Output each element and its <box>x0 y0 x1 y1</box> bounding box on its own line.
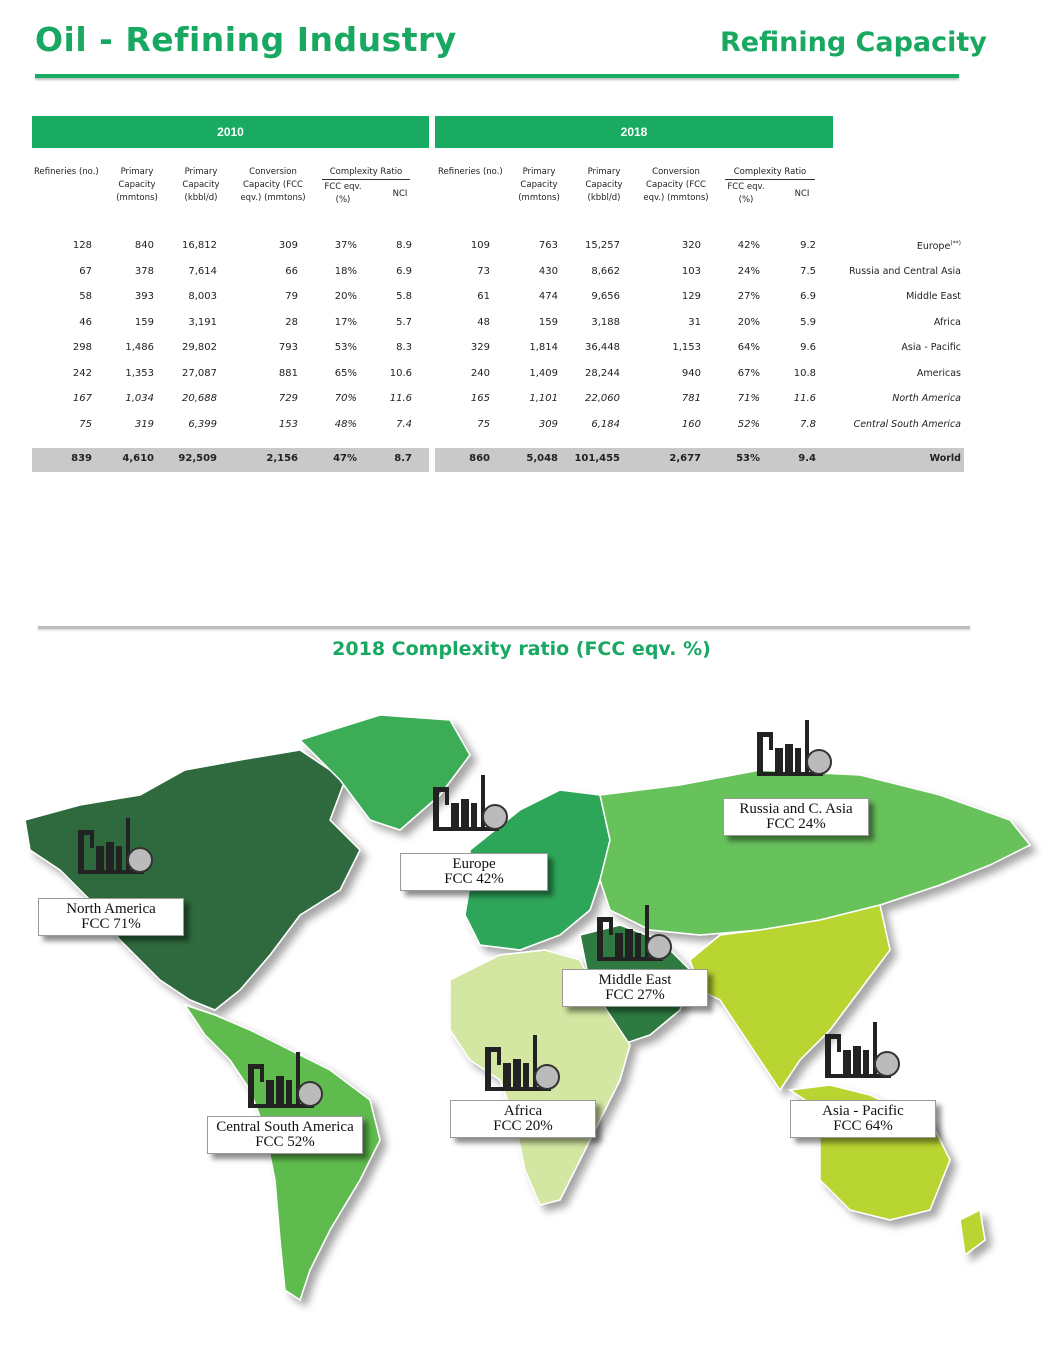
table-cell: 47% <box>333 453 357 464</box>
table-cell: 729 <box>278 393 298 404</box>
table-cell: 2,156 <box>266 453 298 464</box>
label-csa-fcc: FCC 52% <box>255 1134 315 1150</box>
table-cell: 6.9 <box>396 265 412 277</box>
label-africa-fcc: FCC 20% <box>493 1118 553 1134</box>
table-cell: 53% <box>334 342 357 353</box>
label-asia-pacific-fcc: FCC 64% <box>833 1118 893 1134</box>
table-cell: 42% <box>737 240 760 251</box>
table-cell: 167 <box>72 393 92 404</box>
table-cell: 159 <box>134 316 154 328</box>
table-cell: 92,509 <box>178 453 217 464</box>
table-cell: 1,409 <box>529 367 558 379</box>
table-cell: 4,610 <box>122 453 154 464</box>
table-cell: 66 <box>285 265 298 277</box>
row-region-label: World <box>929 453 961 464</box>
table-cell: 8,003 <box>188 291 217 302</box>
table-cell: 67 <box>79 265 92 277</box>
world-map <box>0 700 1043 1340</box>
table-cell: 309 <box>538 418 558 430</box>
table-cell: 65% <box>334 367 357 379</box>
table-cell: 58 <box>79 291 92 302</box>
table-cell: 75 <box>477 418 490 430</box>
table-row <box>32 342 964 364</box>
header-rule <box>35 74 959 78</box>
table-cell: 79 <box>285 291 298 302</box>
table-cell: 9,656 <box>591 291 620 302</box>
table-cell: 393 <box>134 291 154 302</box>
col-header-conversion: Conversion Capacity (FCC eqv.) (mmtons) <box>240 167 306 203</box>
table-cell: 840 <box>134 240 154 251</box>
label-csa-name: Central South America <box>216 1119 354 1135</box>
table-row-world <box>32 448 964 472</box>
table-cell: 1,034 <box>125 393 154 404</box>
col-header-complexity-2018: Complexity Ratio <box>733 167 807 177</box>
table-cell: 64% <box>737 342 760 353</box>
row-region-label <box>906 291 961 302</box>
table-cell: 5.7 <box>396 316 412 328</box>
refining-capacity-table <box>32 116 964 476</box>
col-header-primary-mmtons-2018: Primary Capacity (mmtons) <box>518 167 560 203</box>
region-name: Europe <box>916 241 951 253</box>
label-north-america-fcc: FCC 71% <box>81 916 141 932</box>
region-name: Africa <box>933 316 961 328</box>
table-cell: 27% <box>737 291 760 302</box>
table-cell: 24% <box>737 265 760 277</box>
table-cell: 20% <box>334 291 357 302</box>
page-subtitle: Refining Capacity <box>720 27 987 58</box>
label-north-america <box>38 898 184 936</box>
region-name: North America <box>892 393 961 404</box>
region-footnote-mark: (**) <box>950 240 961 247</box>
table-cell: 18% <box>334 265 357 277</box>
row-region-label <box>917 240 961 252</box>
table-row <box>32 368 964 390</box>
col-header-conversion-2018: Conversion Capacity (FCC eqv.) (mmtons) <box>643 167 709 203</box>
table-cell: 1,814 <box>529 342 558 353</box>
col-header-nci-2018: NCI <box>794 189 810 199</box>
col-header-primary-kbbl: Primary Capacity (kbbl/d) <box>182 167 220 203</box>
world-map-svg <box>0 700 1043 1340</box>
label-africa <box>450 1100 596 1138</box>
table-cell: 15,257 <box>585 240 620 251</box>
table-cell: 22,060 <box>585 393 620 404</box>
table-row <box>32 419 964 441</box>
table-cell: 11.6 <box>389 393 412 404</box>
table-cell: 8.3 <box>396 342 412 353</box>
col-header-fcc-2018: FCC eqv. (%) <box>727 182 765 205</box>
col-header-primary-kbbl-2018: Primary Capacity (kbbl/d) <box>585 167 623 203</box>
row-region-label <box>901 342 961 353</box>
table-cell: 940 <box>681 367 701 379</box>
refinery-icon <box>825 1022 899 1078</box>
table-row <box>32 291 964 313</box>
table-cell: 20,688 <box>182 393 217 404</box>
table-cell: 6.9 <box>800 291 816 302</box>
table-cell: 793 <box>278 342 298 353</box>
row-region-label <box>917 368 961 379</box>
label-north-america-name: North America <box>66 901 156 917</box>
world-row-gap <box>429 448 435 472</box>
table-cell: 378 <box>134 265 154 277</box>
table-cell: 8,662 <box>591 265 620 277</box>
region-new-zealand <box>960 1210 985 1255</box>
table-row <box>32 393 964 415</box>
table-cell: 298 <box>72 342 92 353</box>
year-band-2010: 2010 <box>32 116 429 148</box>
table-cell: 37% <box>334 240 357 251</box>
table-cell: 46 <box>79 316 92 328</box>
table-cell: 9.2 <box>800 240 816 251</box>
table-cell: 3,188 <box>591 316 620 328</box>
table-cell: 67% <box>737 367 760 379</box>
table-cell: 7,614 <box>188 265 217 277</box>
table-cell: 5,048 <box>526 453 558 464</box>
table-cell: 28,244 <box>585 367 620 379</box>
table-cell: 309 <box>278 240 298 251</box>
label-middle-east-name: Middle East <box>598 972 672 988</box>
label-europe-fcc: FCC 42% <box>444 871 504 887</box>
region-russia <box>600 770 1030 935</box>
table-cell: 781 <box>681 393 701 404</box>
year-band-2018: 2018 <box>435 116 833 148</box>
table-cell: 52% <box>737 418 760 430</box>
page-header <box>0 0 1043 90</box>
col-header-primary-mmtons: Primary Capacity (mmtons) <box>116 167 158 203</box>
row-region-label <box>854 419 961 430</box>
table-cell: 763 <box>538 240 558 251</box>
page-title: Oil - Refining Industry <box>35 20 457 59</box>
table-cell: 474 <box>538 291 558 302</box>
complexity-underline-2018 <box>725 179 815 180</box>
table-cell: 319 <box>134 418 154 430</box>
table-cell: 10.8 <box>793 367 816 379</box>
table-cell: 29,802 <box>182 342 217 353</box>
section-rule <box>38 626 970 629</box>
table-cell: 6,399 <box>188 418 217 430</box>
table-cell: 5.9 <box>800 316 816 328</box>
table-cell: 70% <box>334 393 357 404</box>
table-cell: 2,677 <box>669 453 701 464</box>
table-cell: 31 <box>688 316 701 328</box>
table-cell: 48 <box>477 316 490 328</box>
table-cell: 9.4 <box>798 453 816 464</box>
refinery-icon <box>757 720 831 776</box>
table-cell: 839 <box>71 453 92 464</box>
label-asia-pacific <box>790 1100 936 1138</box>
table-cell: 1,353 <box>125 367 154 379</box>
table-cell: 71% <box>737 393 760 404</box>
table-cell: 20% <box>737 316 760 328</box>
col-header-complexity: Complexity Ratio <box>329 167 403 177</box>
region-north-america <box>25 750 360 1010</box>
row-region-label <box>849 266 961 277</box>
table-cell: 11.6 <box>793 393 816 404</box>
table-cell: 10.6 <box>389 367 412 379</box>
label-russia-name: Russia and C. Asia <box>739 801 853 817</box>
table-cell: 1,101 <box>529 393 558 404</box>
region-name: Asia - Pacific <box>901 342 961 353</box>
table-cell: 430 <box>538 265 558 277</box>
table-cell: 153 <box>278 418 298 430</box>
col-header-nci: NCI <box>392 189 408 199</box>
table-cell: 48% <box>334 418 357 430</box>
table-cell: 103 <box>681 265 701 277</box>
table-cell: 53% <box>736 453 760 464</box>
table-cell: 1,153 <box>672 342 701 353</box>
col-header-fcc: FCC eqv. (%) <box>324 182 362 205</box>
table-row <box>32 240 964 262</box>
table-cell: 860 <box>469 453 490 464</box>
table-cell: 27,087 <box>182 367 217 379</box>
table-cell: 128 <box>72 240 92 251</box>
table-cell: 101,455 <box>574 453 620 464</box>
table-cell: 8.9 <box>396 240 412 251</box>
region-name: Russia and Central Asia <box>849 265 961 277</box>
table-cell: 3,191 <box>188 316 217 328</box>
label-middle-east-fcc: FCC 27% <box>605 987 665 1003</box>
table-cell: 329 <box>470 342 490 353</box>
label-russia <box>723 798 869 836</box>
row-region-label <box>934 317 961 328</box>
table-cell: 5.8 <box>396 291 412 302</box>
table-cell: 75 <box>79 418 92 430</box>
table-cell: 165 <box>470 393 490 404</box>
table-cell: 881 <box>278 367 298 379</box>
table-cell: 7.4 <box>396 418 412 430</box>
table-cell: 159 <box>538 316 558 328</box>
label-europe <box>400 853 548 891</box>
table-cell: 160 <box>681 418 701 430</box>
table-cell: 6,184 <box>591 418 620 430</box>
table-cell: 17% <box>334 316 357 328</box>
table-cell: 9.6 <box>800 342 816 353</box>
label-asia-pacific-name: Asia - Pacific <box>822 1103 904 1119</box>
col-header-refineries-2018: Refineries (no.) <box>438 167 503 177</box>
table-cell: 129 <box>681 291 701 302</box>
row-region-label <box>892 393 961 404</box>
complexity-underline <box>322 179 410 180</box>
table-cell: 1,486 <box>125 342 154 353</box>
label-europe-name: Europe <box>452 856 496 872</box>
table-cell: 320 <box>681 240 701 251</box>
region-name: Americas <box>916 367 961 379</box>
table-cell: 242 <box>72 367 92 379</box>
label-middle-east <box>562 969 708 1007</box>
label-russia-fcc: FCC 24% <box>766 816 826 832</box>
label-central-south-america <box>207 1116 363 1154</box>
table-cell: 7.5 <box>800 265 816 277</box>
map-title: 2018 Complexity ratio (FCC eqv. %) <box>332 638 711 660</box>
region-name: Central South America <box>853 418 961 430</box>
table-cell: 16,812 <box>182 240 217 251</box>
label-africa-name: Africa <box>503 1103 543 1119</box>
table-cell: 36,448 <box>585 342 620 353</box>
table-cell: 8.7 <box>394 453 412 464</box>
table-cell: 240 <box>470 367 490 379</box>
table-cell: 7.8 <box>800 418 816 430</box>
table-cell: 73 <box>477 265 490 277</box>
table-cell: 109 <box>470 240 490 251</box>
table-cell: 28 <box>285 316 298 328</box>
table-row <box>32 266 964 288</box>
table-row <box>32 317 964 339</box>
region-name: Middle East <box>906 291 961 302</box>
col-header-refineries: Refineries (no.) <box>34 167 99 177</box>
table-cell: 61 <box>477 291 490 302</box>
